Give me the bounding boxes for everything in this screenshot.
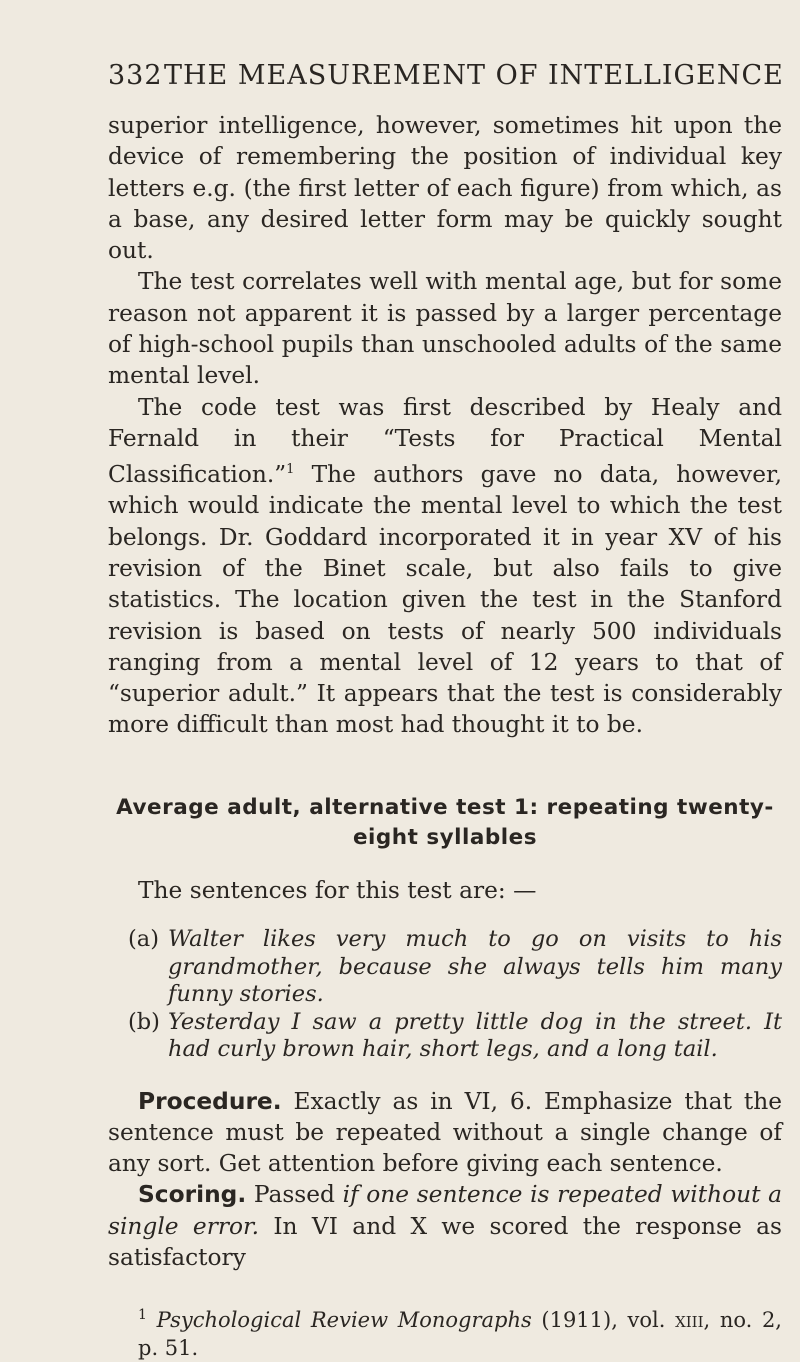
paragraph-continuation: superior intelligence, however, sometimes hit upon the device of remembering the position of individual key letters e.g. (the first letter of each figure) from which, as a base, any desired letter form may be quickly sought out. bbox=[108, 112, 782, 265]
paragraph-code-test bbox=[108, 392, 782, 741]
footnote-text-a: (1911), vol. bbox=[531, 1308, 676, 1333]
scoring-criterion: if one sentence is repeated without a single error. bbox=[108, 1181, 782, 1240]
sentence-label: (b) bbox=[128, 1008, 160, 1035]
paragraph-code-test-end: The authors gave no data, however, which would indicate the mental level to which the test belongs. Dr. Goddard incorporated it in year XV of his revision of the Binet scale, but also fails to give statistics. The location given the test in the Stanford revision is based on tests of nearly 500 individuals ranging from a mental level of 12 years to that of “superior adult.” It appears that the test is considerably more difficult than most had thought it to be. bbox=[108, 461, 782, 739]
section-heading: Average adult, alternative test 1: repeating twenty-eight syllables bbox=[116, 794, 774, 850]
footnote-text-b: , no. 2, p. 51. bbox=[138, 1308, 782, 1361]
sentence-list bbox=[108, 926, 782, 1064]
scoring-paragraph bbox=[108, 1179, 782, 1273]
scoring-text: Passed bbox=[246, 1181, 343, 1209]
sentence-text: Walter likes very much to go on visits to his grandmother, because she always tells him many funny stories. bbox=[168, 926, 782, 1007]
scoring-label: Scoring. bbox=[138, 1181, 247, 1209]
footnote-mark: 1 bbox=[138, 1307, 147, 1324]
page-number: 332 bbox=[108, 60, 163, 91]
paragraph-correlation: The test correlates well with mental age, but for some reason not apparent it is passed by a larger percentage of high-school pupils than unschooled adults of the same mental level. bbox=[108, 268, 782, 390]
footnote bbox=[108, 1301, 782, 1362]
running-title: THE MEASUREMENT OF INTELLIGENCE bbox=[164, 60, 784, 91]
procedure-label: Procedure. bbox=[138, 1087, 282, 1115]
list-item bbox=[128, 1009, 782, 1064]
running-header bbox=[108, 60, 784, 91]
footnote-title: Psychological Review Monographs bbox=[156, 1308, 532, 1333]
procedure-text: Exactly as in VI, 6. Emphasize that the sentence must be repeated without a single change of any sort. Get attention before giving each sentence. bbox=[108, 1087, 782, 1178]
scoring-text-end: In VI and X we scored the response as satisfactory bbox=[108, 1212, 782, 1271]
section-intro: The sentences for this test are: — bbox=[138, 876, 537, 904]
footnote-reference: 1 bbox=[286, 462, 295, 478]
footnote-volume: xiii bbox=[675, 1308, 704, 1333]
page-body bbox=[108, 110, 782, 1362]
paragraph-code-test-start: The code test was first described by Healy and Fernald in their “Tests for Practical Mental Classification.” bbox=[108, 393, 782, 489]
list-item bbox=[128, 926, 782, 1009]
procedure-paragraph bbox=[108, 1086, 782, 1180]
sentence-text: Yesterday I saw a pretty little dog in the street. It had curly brown hair, short legs, and a long tail. bbox=[168, 1008, 782, 1062]
sentence-label: (a) bbox=[128, 926, 159, 952]
